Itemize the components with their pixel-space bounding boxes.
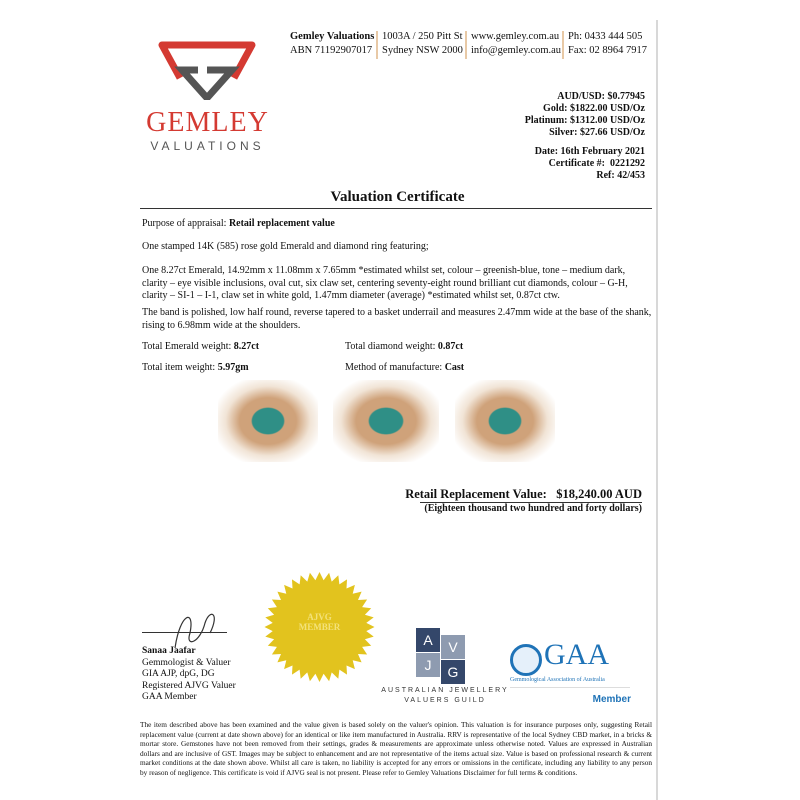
- company-name: Gemley Valuations: [290, 31, 375, 42]
- ajvg-logo: [375, 628, 515, 708]
- description: One 8.27ct Emerald, 14.92mm x 11.08mm x 7.65mm *estimated whilst set, colour – greenish-blue, tone – medium dark, clarity – eye visible inclusions, oval cut, six claw set, centering seventy-eight round brilliant cut diamonds, colour – G-H, clarity – SI-1 – I-1, claw set in white gold, 1.47mm diameter (average) *estimated whilst set, 0.87ct ctw.: [142, 265, 628, 301]
- ajvg-letter: V: [441, 635, 465, 659]
- ring-photo-back: [455, 380, 555, 462]
- logo-sub: VALUATIONS: [150, 139, 265, 153]
- gaa-logo: [510, 640, 635, 715]
- signatory-title: Gemmologist & Valuer: [142, 657, 231, 668]
- gaa-full-name: Gemmological Association of Australia: [510, 677, 605, 683]
- ajvg-letter: J: [416, 653, 440, 677]
- page-title: Valuation Certificate: [330, 189, 465, 205]
- gaa-member: Member: [592, 694, 631, 705]
- item-weight: 5.97gm: [217, 362, 249, 373]
- item-weight-label: Total item weight:: [142, 362, 218, 373]
- value-words: (Eighteen thousand two hundred and forty dollars): [424, 503, 642, 514]
- signatory-registration: Registered AJVG Valuer: [142, 680, 236, 691]
- emerald-weight-label: Total Emerald weight:: [142, 341, 234, 352]
- abn: ABN 71192907017: [290, 45, 373, 56]
- meta-block: [535, 146, 645, 182]
- platinum-rate: Platinum: $1312.00 USD/Oz: [524, 115, 645, 126]
- ref: Ref: 42/453: [596, 170, 645, 181]
- right-edge-line: [656, 20, 658, 800]
- gaa-name: GAA: [544, 638, 609, 671]
- diamond-weight: 0.87ct: [437, 341, 464, 352]
- method-label: Method of manufacture:: [345, 362, 445, 373]
- gem-icon: [140, 30, 275, 100]
- seal-text: AJVG MEMBER: [298, 612, 341, 632]
- gaa-rule: [510, 687, 630, 688]
- ajvg-line2: VALUERS GUILD: [404, 697, 486, 704]
- signatory-membership: GAA Member: [142, 692, 197, 702]
- diamond-weight-label: Total diamond weight:: [345, 341, 438, 352]
- divider: [562, 31, 564, 59]
- date: Date: 16th February 2021: [534, 146, 645, 157]
- rates-block: [525, 91, 645, 139]
- aud-rate: AUD/USD: $0.77945: [557, 91, 645, 102]
- ajvg-letter: G: [441, 660, 465, 684]
- logo-name: GEMLEY: [146, 107, 269, 138]
- certificate-number: Certificate #: 0221292: [548, 158, 645, 169]
- retail-value: [405, 487, 642, 502]
- signatory-qualifications: GIA AJP, dpG, DG: [142, 669, 215, 679]
- intro: One stamped 14K (585) rose gold Emerald and diamond ring featuring;: [142, 241, 429, 252]
- emerald-weight: 8.27ct: [233, 341, 260, 352]
- gold-rate: Gold: $1822.00 USD/Oz: [543, 103, 645, 114]
- signatory-name: Sanaa Jaafar: [142, 646, 196, 656]
- fax: Fax: 02 8964 7917: [568, 45, 648, 56]
- address-2: Sydney NSW 2000: [382, 45, 463, 56]
- ajvg-seal: [262, 572, 377, 682]
- method: Cast: [444, 362, 465, 373]
- email-link[interactable]: info@gemley.com.au: [471, 45, 562, 56]
- retail-value-amount: $18,240.00 AUD: [556, 487, 642, 501]
- divider: [465, 31, 467, 59]
- retail-value-label: Retail Replacement Value:: [405, 487, 547, 501]
- phone: Ph: 0433 444 505: [568, 31, 643, 42]
- ajvg-line1: AUSTRALIAN JEWELLERY: [381, 687, 509, 694]
- diamond-circle-icon: [510, 644, 542, 676]
- ajvg-letter: A: [416, 628, 440, 652]
- purpose-label: Purpose of appraisal:: [142, 218, 229, 229]
- divider: [376, 31, 378, 59]
- gemley-logo: [140, 30, 275, 153]
- purpose-value: Retail replacement value: [228, 218, 335, 229]
- signature-line: [142, 632, 227, 633]
- address-1: 1003A / 250 Pitt St: [382, 31, 463, 42]
- disclaimer: The item described above has been examined and the value given is based solely on the valuer's opinion. This valuation is for insurance purposes only, suggesting Retail replacement value (current at date shown above) for an identical or like item manufactured in Australia. RRV is representative of the local Sydney CBD market, in a bricks & mortar store. Gemstones have not been removed from their settings, grades & measurements are approximate unless otherwise noted. Values are expressed in Australian dollars and are inclusive of GST. Images may be subject to enhancement and are not representative of the items actual size. Value is based on professional research & current market conditions at the date shown above. Whilst all care is taken, no liability is accepted for any errors or omissions in the certificate, including any liability to any person by reason of negligence. This certificate is void if AJVG seal is not present. Please refer to Gemley Valuations Disclaimer for full terms & conditions.: [140, 720, 652, 777]
- ring-photo-side: [333, 380, 439, 462]
- band-description: The band is polished, low half round, reverse tapered to a basket underrail and measures 2.47mm wide at the base of the shank, rising to 6.98mm wide at the shoulders.: [142, 307, 652, 331]
- silver-rate: Silver: $27.66 USD/Oz: [549, 127, 645, 138]
- title-rule: [140, 208, 652, 209]
- website-link[interactable]: www.gemley.com.au: [471, 31, 560, 42]
- ring-photo-top: [218, 380, 318, 462]
